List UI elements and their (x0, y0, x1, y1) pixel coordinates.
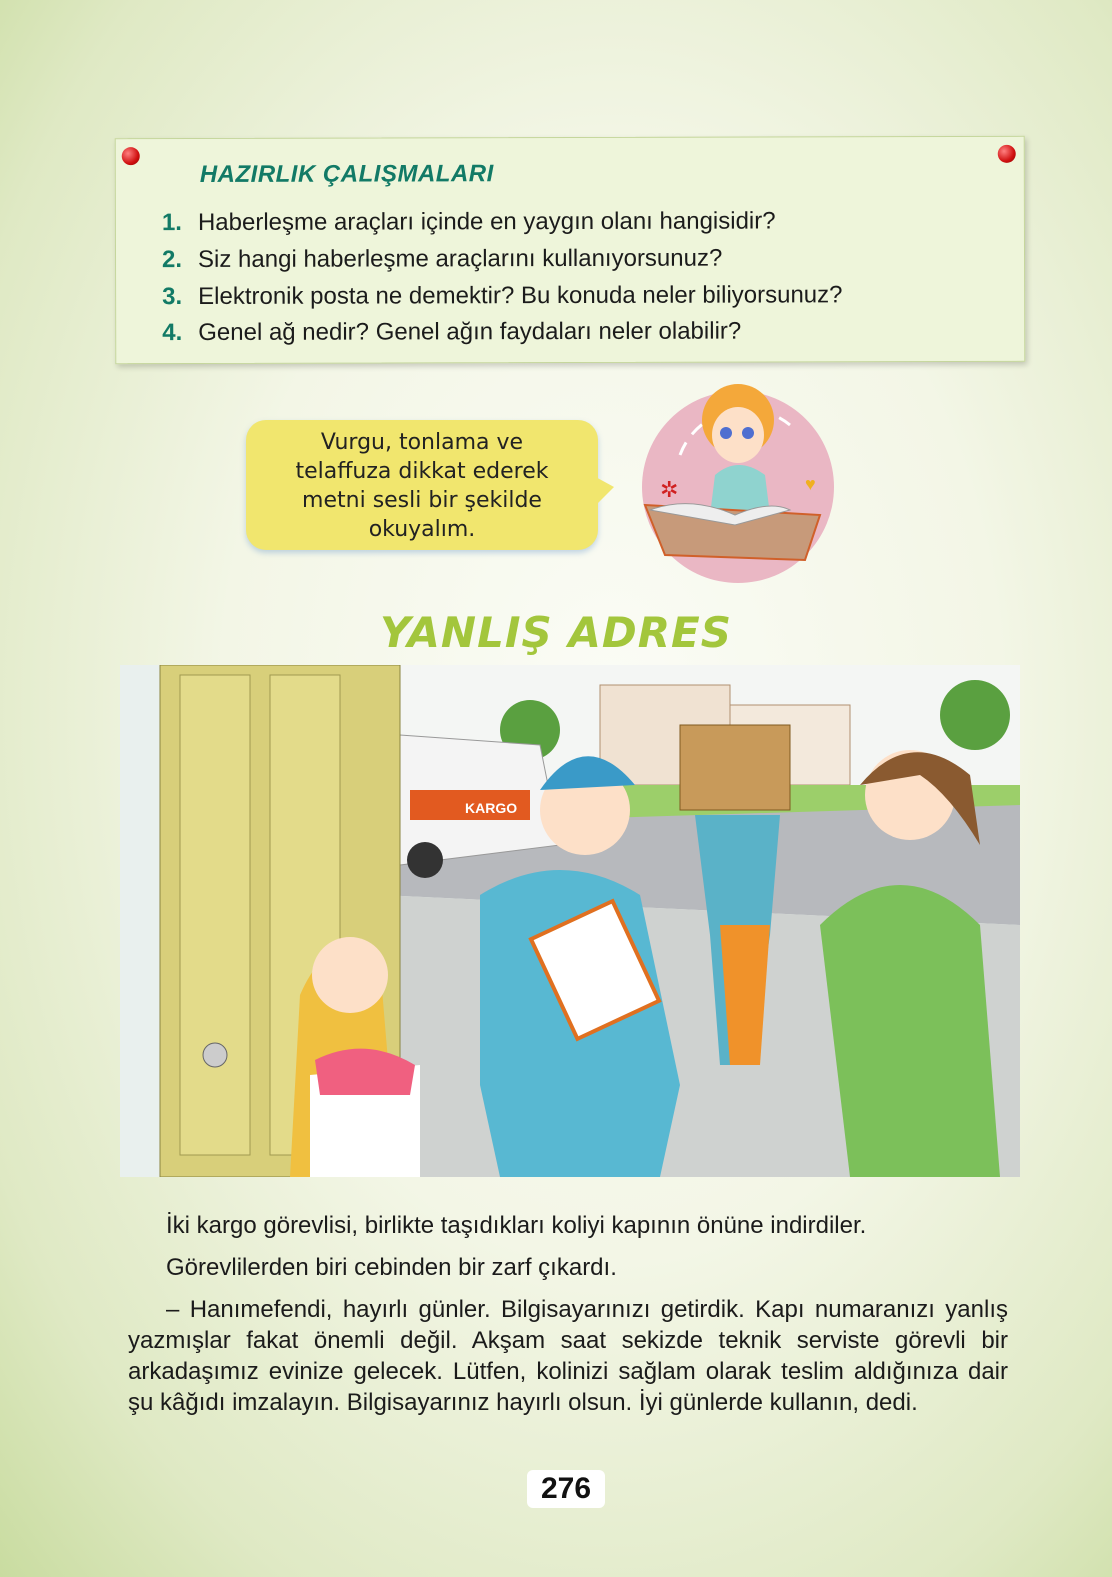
bubble-line: Vurgu, tonlama ve (320, 430, 524, 455)
story-paragraph: İki kargo görevlisi, birlikte taşıdıkları koliyi kapının önüne indirdiler. (166, 1212, 867, 1239)
bubble-tail (592, 475, 614, 509)
van-label: KARGO (465, 800, 518, 816)
question-item: 4. Genel ağ nedir? Genel ağın faydaları neler olabilir? (162, 317, 742, 347)
question-item: 3. Elektronik posta ne demektir? Bu konuda neler biliyorsunuz? (162, 281, 843, 311)
pin-icon (122, 147, 140, 165)
question-item: 1. Haberleşme araçları içinde en yaygın olanı hangisidir? (161, 207, 776, 237)
svg-text:♥: ♥ (805, 474, 816, 494)
story-illustration (120, 665, 1020, 1177)
page-number: 276 (527, 1470, 605, 1508)
svg-text:✲: ✲ (660, 477, 679, 502)
story-title: YANLIŞ ADRES (380, 608, 732, 657)
bubble-line: okuyalım. (368, 517, 476, 542)
bubble-line: telaffuza dikkat ederek (295, 459, 549, 484)
reading-girl-illustration (640, 375, 840, 590)
preparation-box (115, 136, 1026, 364)
question-item: 2. Siz hangi haberleşme araçlarını kullanıyorsunuz? (161, 244, 723, 274)
preparation-heading: HAZIRLIK ÇALIŞMALARI (199, 160, 494, 188)
bubble-line: metni sesli bir şekilde (302, 488, 542, 513)
story-paragraph: – Hanımefendi, hayırlı günler. Bilgisayarınızı getirdik. Kapı numaranızı yanlış yazmışlar fakat önemli değil. Akşam saat sekizde teknik serviste görevli bir arkadaşımız evinize gelecek. Lütfen, kolinizi sağlam olarak teslim aldığınıza dair şu kâğıdı imzalayın. Bilgisayarınız hayırlı olsun. İyi günlerde kullanın, dedi. (128, 1296, 1008, 1416)
pin-icon (998, 145, 1016, 163)
speech-bubble (246, 420, 598, 550)
story-paragraph: Görevlilerden biri cebinden bir zarf çıkardı. (166, 1254, 617, 1281)
